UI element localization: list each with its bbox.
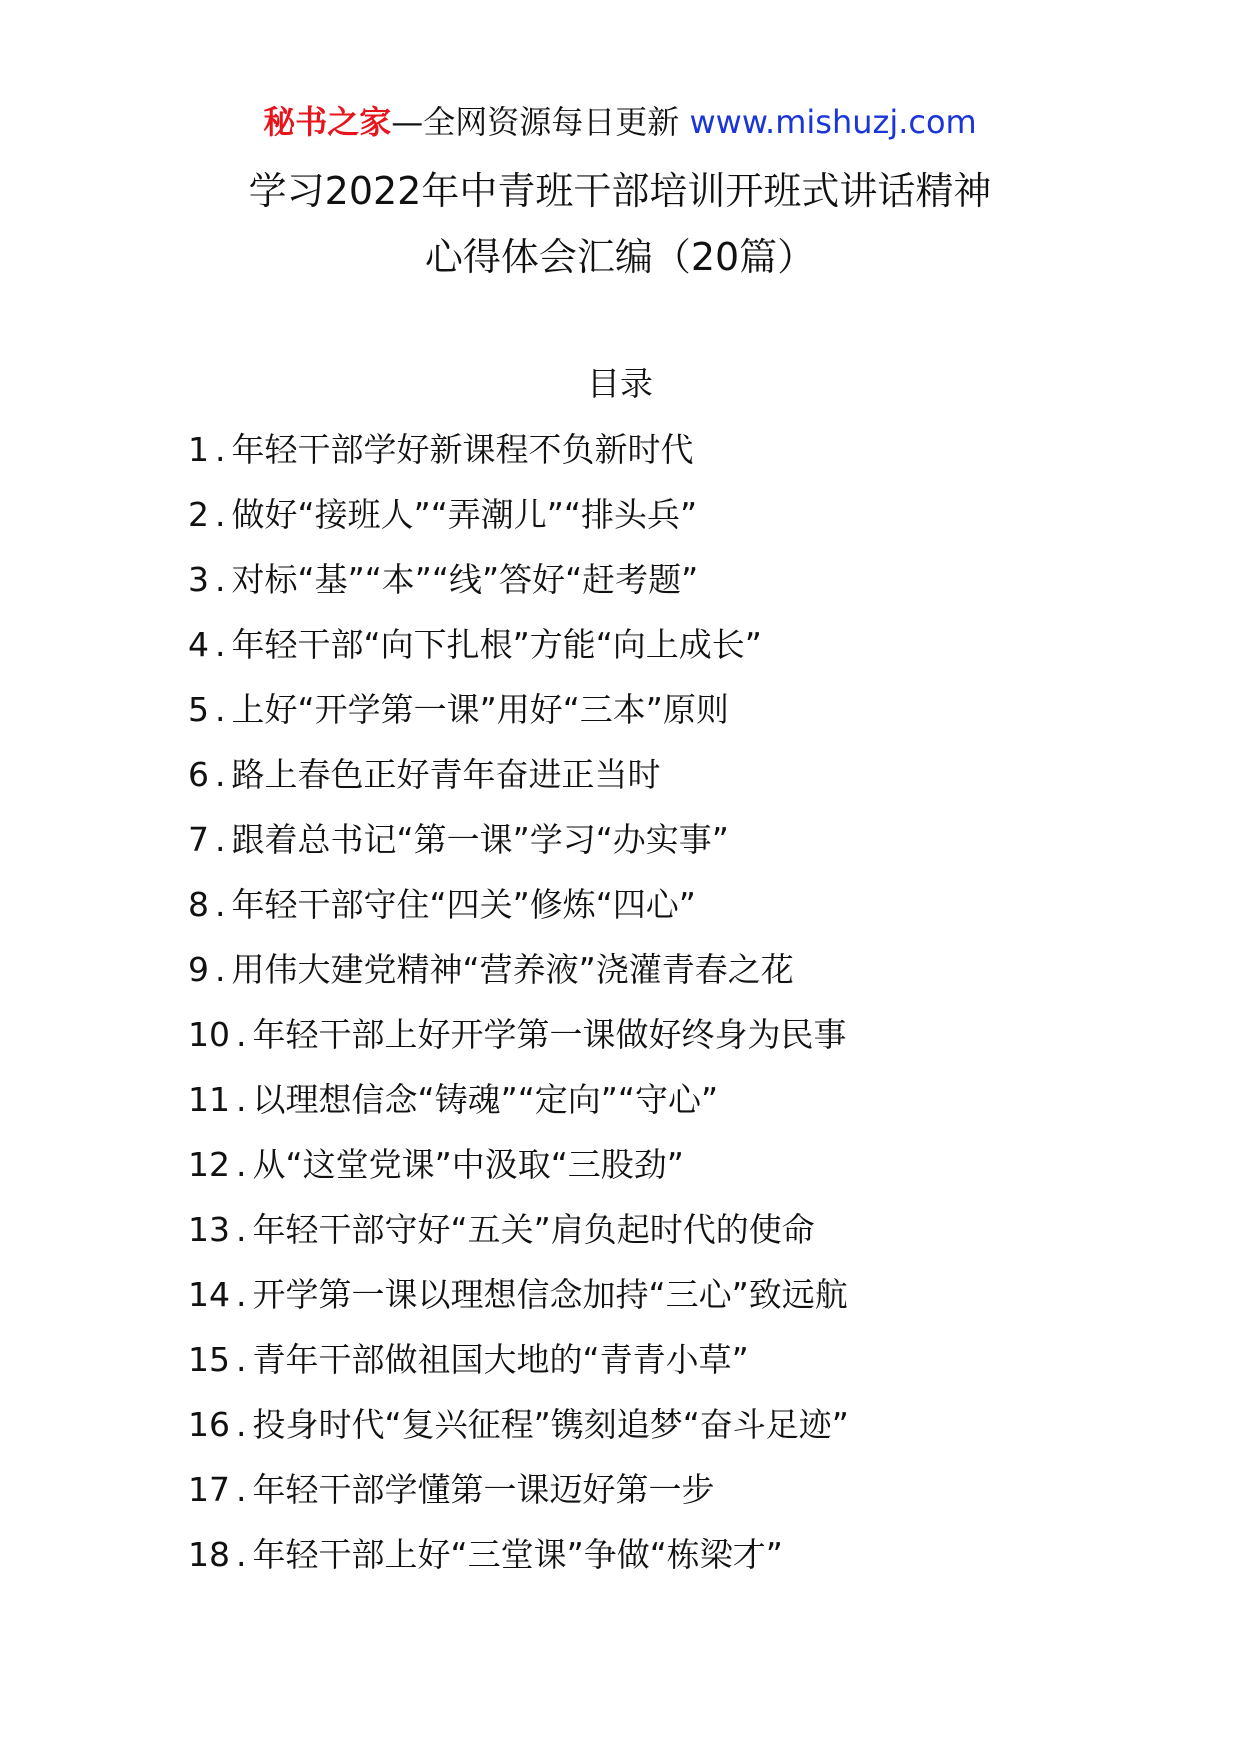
toc-item xyxy=(188,944,849,1009)
toc-item-separator: . xyxy=(236,1535,247,1574)
toc-item-number: 16 xyxy=(188,1405,230,1444)
toc-item xyxy=(188,1464,849,1529)
toc-item-separator: . xyxy=(236,1470,247,1509)
toc-item-title: 年轻干部学好新课程不负新时代 xyxy=(231,430,694,469)
toc-item-separator: . xyxy=(236,1145,247,1184)
toc-item-separator: . xyxy=(215,625,226,664)
toc-item-title: 以理想信念“铸魂”“定向”“守心” xyxy=(252,1080,719,1119)
toc-item xyxy=(188,489,849,554)
toc-item xyxy=(188,879,849,944)
toc-item-number: 3 xyxy=(188,560,209,599)
toc-item xyxy=(188,1269,849,1334)
toc-item xyxy=(188,1074,849,1139)
toc-item-number: 18 xyxy=(188,1535,230,1574)
toc-item-title: 投身时代“复兴征程”镌刻追梦“奋斗足迹” xyxy=(252,1405,849,1444)
toc-item-separator: . xyxy=(215,495,226,534)
toc-item-title: 年轻干部“向下扎根”方能“向上成长” xyxy=(231,625,762,664)
toc-heading: 目录 xyxy=(587,364,653,403)
document-title-line-1: 学习2022年中青班干部培训开班式讲话精神 xyxy=(248,169,992,213)
toc-item-title: 跟着总书记“第一课”学习“办实事” xyxy=(231,820,729,859)
toc-item xyxy=(188,749,849,814)
toc-item-separator: . xyxy=(236,1210,247,1249)
toc-item-title: 青年干部做祖国大地的“青青小草” xyxy=(252,1340,749,1379)
toc-item-title: 年轻干部上好开学第一课做好终身为民事 xyxy=(252,1015,847,1054)
toc-item xyxy=(188,1334,849,1399)
toc-item-title: 用伟大建党精神“营养液”浇灌青春之花 xyxy=(231,950,794,989)
toc-item-number: 7 xyxy=(188,820,209,859)
toc-item-title: 从“这堂党课”中汲取“三股劲” xyxy=(252,1145,684,1184)
toc-item-number: 11 xyxy=(188,1080,230,1119)
toc-item xyxy=(188,619,849,684)
toc-item xyxy=(188,1204,849,1269)
toc-item-separator: . xyxy=(236,1275,247,1314)
toc-item-number: 14 xyxy=(188,1275,230,1314)
toc-item-title: 做好“接班人”“弄潮儿”“排头兵” xyxy=(231,495,698,534)
toc-item xyxy=(188,1399,849,1464)
toc-item xyxy=(188,814,849,879)
toc-item-title: 开学第一课以理想信念加持“三心”致远航 xyxy=(252,1275,848,1314)
table-of-contents xyxy=(188,424,849,1594)
toc-item-number: 9 xyxy=(188,950,209,989)
document-title-line-2: 心得体会汇编（20篇） xyxy=(424,235,816,279)
toc-item-number: 6 xyxy=(188,755,209,794)
toc-item-separator: . xyxy=(236,1405,247,1444)
toc-item-number: 2 xyxy=(188,495,209,534)
toc-item xyxy=(188,424,849,489)
brand-name: 秘书之家 xyxy=(263,103,392,141)
toc-item-separator: . xyxy=(215,755,226,794)
toc-item-separator: . xyxy=(215,820,226,859)
toc-item xyxy=(188,1139,849,1204)
toc-item-number: 1 xyxy=(188,430,209,469)
site-header xyxy=(0,100,1240,144)
toc-item xyxy=(188,1009,849,1074)
toc-item-separator: . xyxy=(236,1080,247,1119)
toc-item-separator: . xyxy=(215,690,226,729)
toc-item-number: 4 xyxy=(188,625,209,664)
site-tagline: —全网资源每日更新 xyxy=(391,103,680,141)
toc-item-number: 10 xyxy=(188,1015,230,1054)
toc-item-separator: . xyxy=(215,430,226,469)
toc-item-number: 13 xyxy=(188,1210,230,1249)
toc-item-separator: . xyxy=(236,1340,247,1379)
toc-item-number: 15 xyxy=(188,1340,230,1379)
toc-item-title: 对标“基”“本”“线”答好“赶考题” xyxy=(231,560,699,599)
toc-item xyxy=(188,1529,849,1594)
toc-item xyxy=(188,554,849,619)
toc-item-title: 年轻干部学懂第一课迈好第一步 xyxy=(252,1470,715,1509)
toc-item-number: 8 xyxy=(188,885,209,924)
toc-item-number: 5 xyxy=(188,690,209,729)
toc-item-title: 路上春色正好青年奋进正当时 xyxy=(231,755,661,794)
toc-item-title: 年轻干部上好“三堂课”争做“栋梁才” xyxy=(252,1535,783,1574)
toc-item-separator: . xyxy=(215,950,226,989)
site-url-link[interactable]: www.mishuzj.com xyxy=(689,103,977,141)
toc-item-separator: . xyxy=(215,885,226,924)
toc-item-title: 年轻干部守住“四关”修炼“四心” xyxy=(231,885,696,924)
toc-item-title: 年轻干部守好“五关”肩负起时代的使命 xyxy=(252,1210,815,1249)
toc-item-separator: . xyxy=(215,560,226,599)
toc-item-number: 12 xyxy=(188,1145,230,1184)
toc-item-separator: . xyxy=(236,1015,247,1054)
toc-item-number: 17 xyxy=(188,1470,230,1509)
toc-item-title: 上好“开学第一课”用好“三本”原则 xyxy=(231,690,729,729)
toc-item xyxy=(188,684,849,749)
